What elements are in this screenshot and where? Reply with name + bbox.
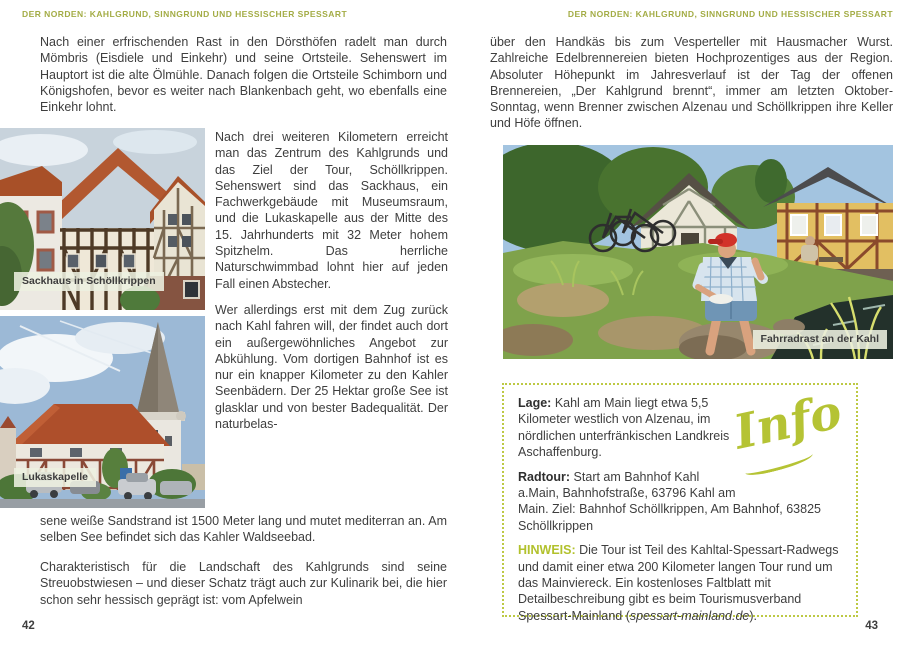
- info-radtour-text: Start am Bahnhof Kahl a.Main, Bahnhofstraße, 63796 Kahl am Main. Ziel: Bahnhof Schöllkrippen, Am Bahnhof, 63825 Schöllkrippen: [518, 469, 821, 533]
- right-page-number: 43: [865, 620, 878, 632]
- photo-lukaskapelle: [0, 316, 205, 508]
- info-box: [502, 383, 858, 623]
- right-page-header: DER NORDEN: KAHLGRUND, SINNGRUND UND HESSISCHER SPESSART: [567, 9, 893, 19]
- info-script-label: Info: [729, 384, 847, 461]
- photo1-caption: Sackhaus in Schöllkrippen: [14, 272, 164, 291]
- fahrradrast-illustration: [503, 145, 893, 359]
- left-paragraph-3-continuation: sene weiße Sandstrand ist 1500 Meter lang und mutet mediterran an. Am selben See befindet sich das Kahler Waldseebad.: [40, 514, 447, 545]
- left-paragraph-3: Wer allerdings erst mit dem Zug zurück nach Kahl fahren will, der findet auch dort ein außergewöhnliches Angebot zur Abkühlung. Vom dortigen Bahnhof ist es nur ein knapper Kilometer zu den Kahler Seenbädern. Der 25 Hektar große See ist glasklar und von bester Badequalität. Der naturbelas-: [215, 302, 448, 432]
- left-column-text: [215, 129, 448, 442]
- info-hinweis-label: HINWEIS:: [518, 543, 576, 558]
- info-lage-text: Kahl am Main liegt etwa 5,5 Kilometer westlich von Alzenau, im nördlichen unterfränkischen Landkreis Aschaffenburg.: [518, 396, 730, 460]
- info-hinweis-text: Die Tour ist Teil des Kahltal-Spessart-Radwegs und damit einer etwa 200 Kilometer langen Tour rund um das Mainviereck. Ein kostenloses Faltblatt mit Detailbeschreibung gibt es beim Tourismusverband Spessart-Mainland (: [518, 543, 839, 623]
- info-hinweis: [518, 542, 842, 624]
- left-page-header: DER NORDEN: KAHLGRUND, SINNGRUND UND HESSISCHER SPESSART: [22, 9, 348, 19]
- photo3-caption: Fahrradrast an der Kahl: [753, 330, 887, 349]
- info-hinweis-text-after: ).: [749, 608, 758, 623]
- left-paragraph-1: Nach einer erfrischenden Rast in den Dörsthöfen radelt man durch Mömbris (Eisdiele und Einkehr) und seine Ortsteile. Sehenswert im Hauptort ist die alte Ölmühle. Danach folgen die Ortsteile Schimborn und Königshofen, bevor es weiter nach Blankenbach geht, wo ebenfalls eine Einkehr lohnt.: [40, 35, 447, 115]
- right-paragraph-1: über den Handkäs bis zum Vesperteller mit Hausmacher Wurst. Zahlreiche Edelbrennereien bieten Hochprozentiges aus der Region. Absoluter Höhepunkt im Jahresverlauf ist der Tag der offenen Brennereien, „Der Kahlgrund brennt“, immer am letzten Oktober-Sonntag, wenn Brenner zwischen Alzenau und Schöllkrippen ihre Keller und Höfe öffnen.: [490, 35, 893, 131]
- photo2-caption: Lukaskapelle: [14, 468, 96, 487]
- info-radtour-label: Radtour:: [518, 469, 571, 484]
- left-paragraph-2: Nach drei weiteren Kilometern erreicht man das Zentrum des Kahlgrunds und das Ziel der Tour, Schöllkrippen. Sehenswert sind das Sackhaus, ein Fachwerkgebäude mit Museumsraum, und die Lukaskapelle aus der Mitte des 15. Jahrhunderts mit 32 Meter hohem Spitzhelm. Das herrliche Naturschwimmbad lohnt hier auf jeden Fall einen Abstecher.: [215, 130, 448, 291]
- left-page-number: 42: [22, 620, 35, 632]
- photo-sackhaus: [0, 128, 205, 310]
- photo-fahrradrast: [503, 145, 893, 359]
- info-script-area: [729, 384, 847, 495]
- info-hinweis-website: spessart-mainland.de: [629, 608, 750, 623]
- left-paragraph-4: Charakteristisch für die Landschaft des Kahlgrunds sind seine Streuobstwiesen – und dieser Schatz trägt auch zur Kulinarik bei, die hier schon sehr hessisch geprägt ist: vom Apfelwein: [40, 560, 447, 607]
- info-lage-label: Lage:: [518, 396, 552, 410]
